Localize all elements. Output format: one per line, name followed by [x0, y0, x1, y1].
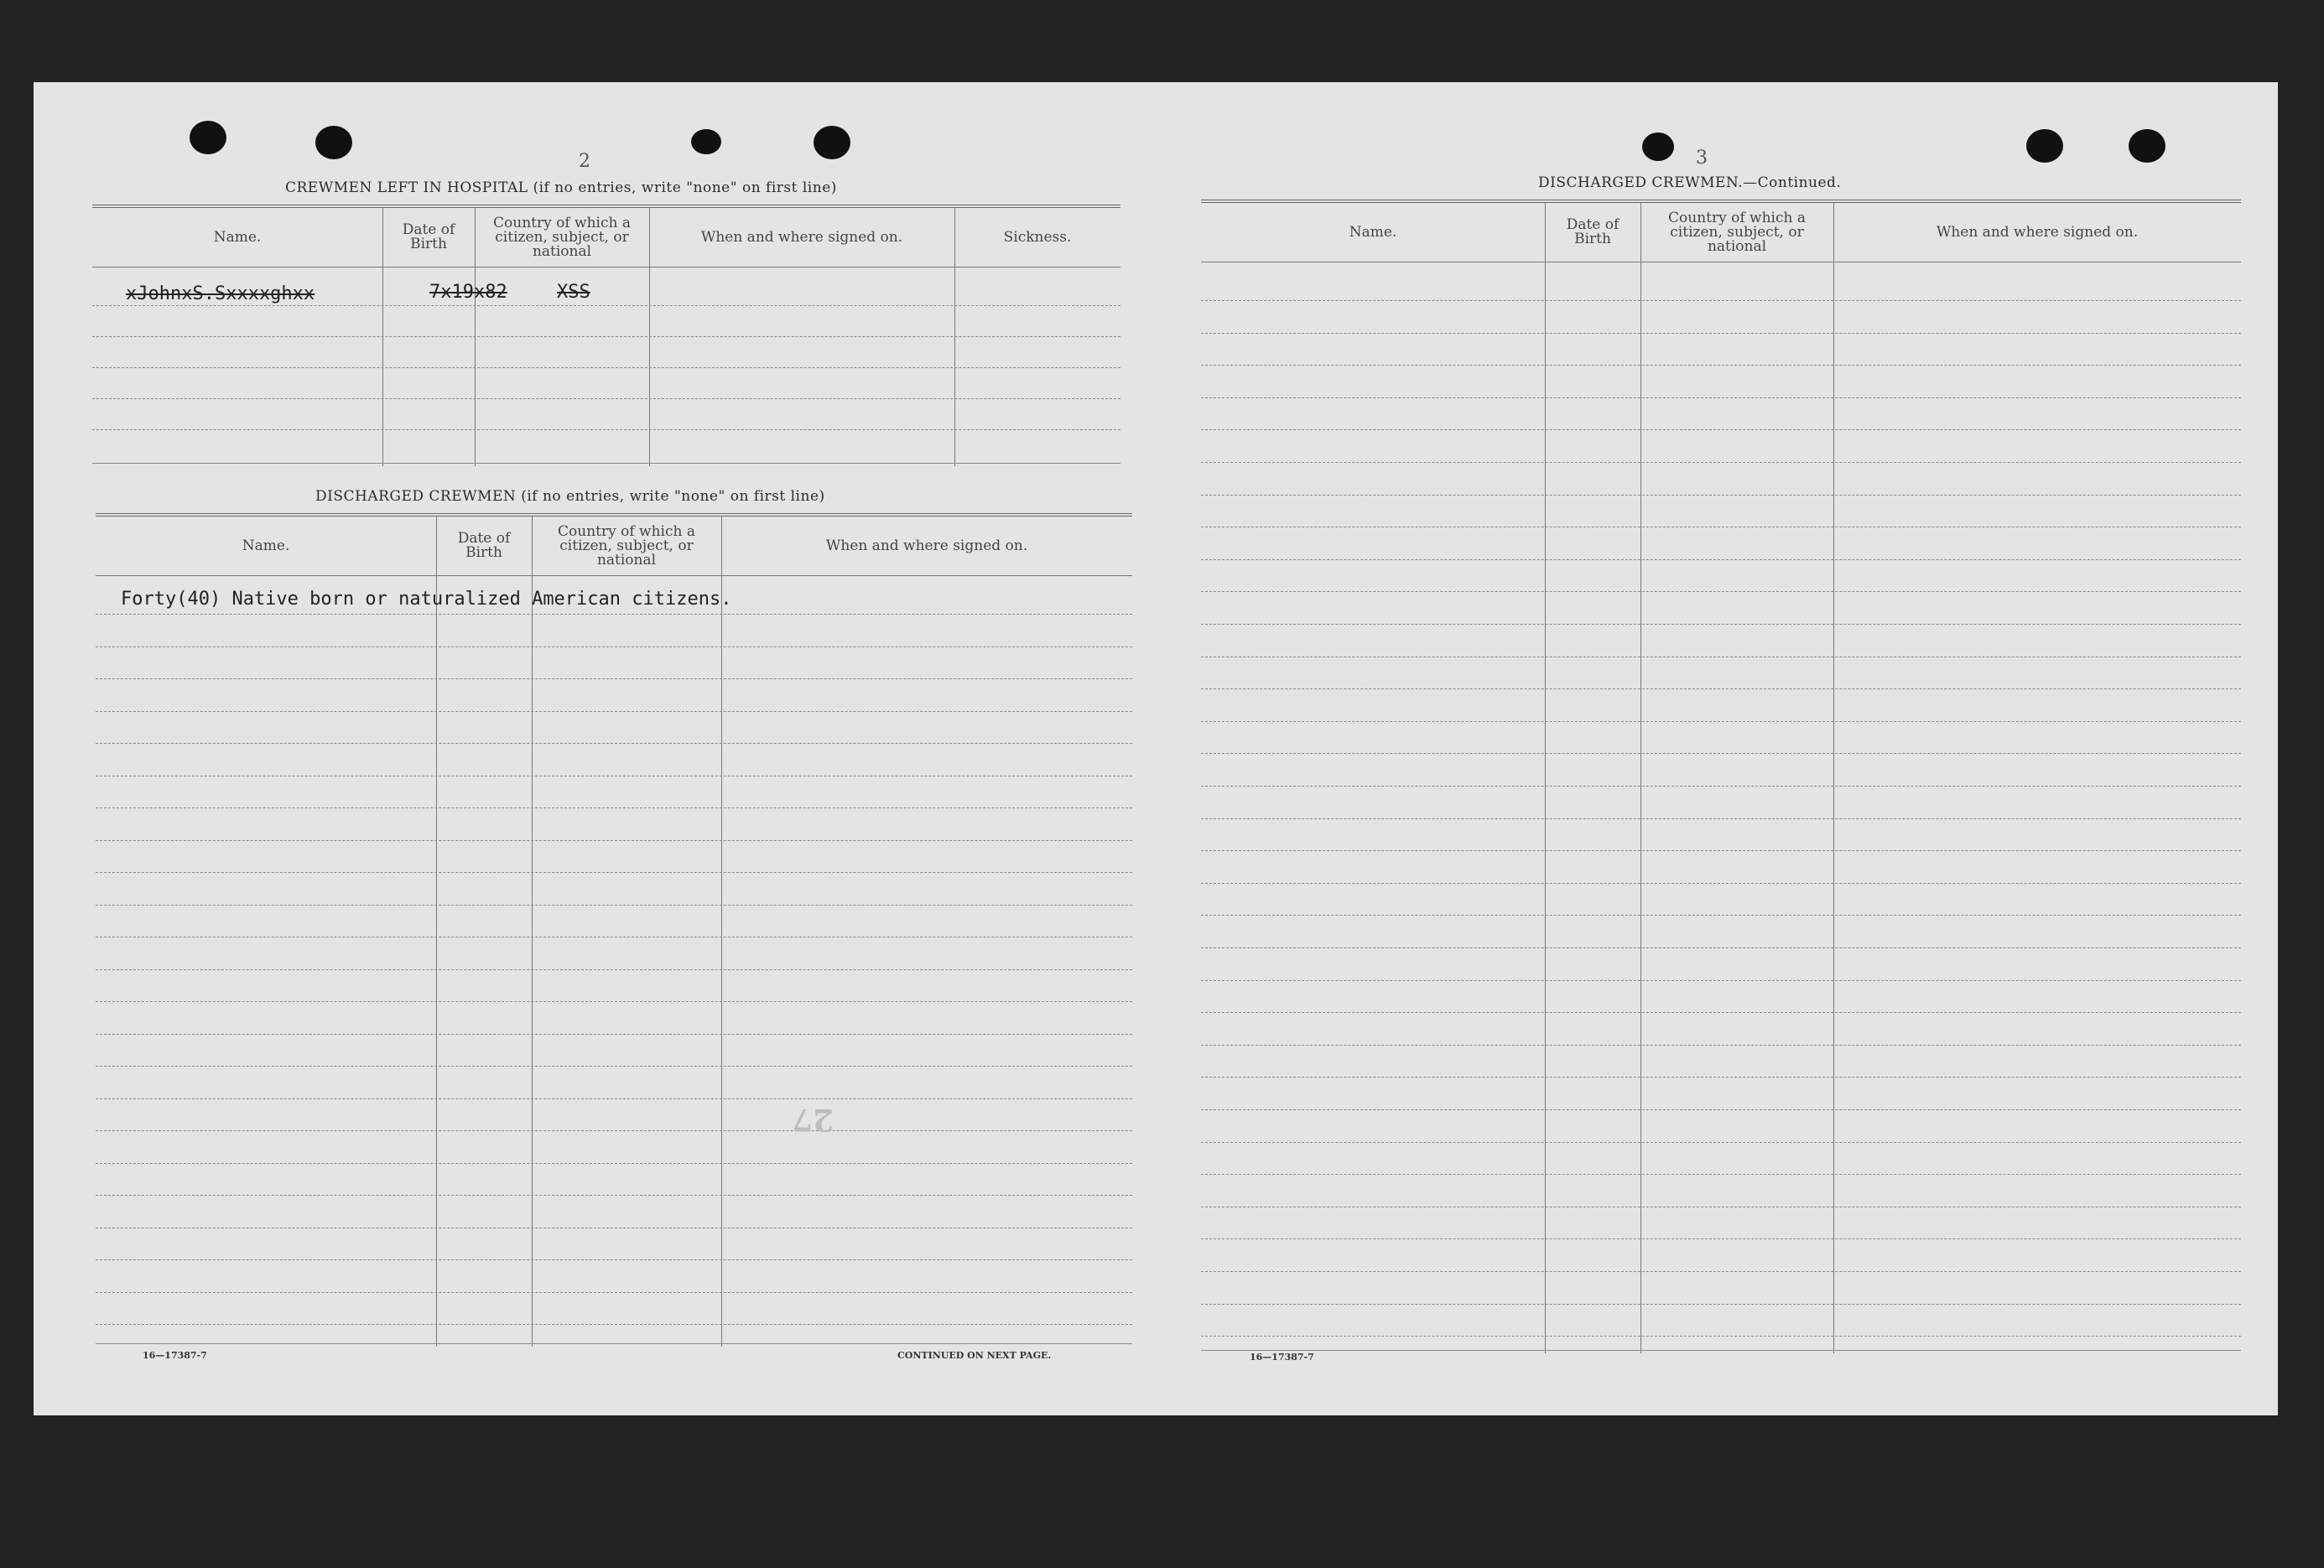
row-line	[96, 646, 1132, 647]
row-line	[1201, 850, 2241, 851]
punch-hole	[691, 129, 721, 154]
row-line	[1201, 915, 2241, 916]
col-header-sickness: Sickness.	[1003, 228, 1072, 246]
row-line	[96, 1130, 1132, 1131]
col-header-name: Name.	[213, 228, 262, 246]
row-line	[1201, 980, 2241, 981]
column-divider	[954, 208, 955, 466]
col-header-dob: Date of Birth	[402, 221, 455, 252]
column-divider	[649, 208, 650, 466]
row-line	[96, 872, 1132, 873]
col-header-signed: When and where signed on.	[1936, 223, 2139, 241]
row-line	[96, 1163, 1132, 1164]
row-line	[96, 1066, 1132, 1067]
row-line	[1201, 1336, 2241, 1337]
punch-hole	[190, 121, 226, 154]
col-header-dob: Date of Birth	[1566, 216, 1620, 247]
column-divider	[721, 517, 722, 1347]
row-line	[92, 336, 1120, 337]
column-divider	[475, 208, 476, 466]
row-line	[1201, 559, 2241, 560]
row-line	[1201, 1271, 2241, 1272]
row-line	[96, 743, 1132, 744]
column-divider	[436, 517, 437, 1347]
row-line	[1201, 462, 2241, 463]
row-line	[1201, 753, 2241, 754]
col-header-signed: When and where signed on.	[825, 537, 1028, 554]
row-line	[1201, 1045, 2241, 1046]
punch-hole	[814, 126, 850, 159]
row-line	[96, 807, 1132, 808]
row-line	[96, 1098, 1132, 1099]
hospital-section-title	[285, 179, 837, 196]
row-line	[96, 1259, 1132, 1260]
row-line	[1201, 1304, 2241, 1305]
discharged-entry: Forty(40) Native born or naturalized American citizens.	[121, 589, 732, 610]
row-line	[92, 367, 1120, 368]
row-line	[1201, 365, 2241, 366]
col-header-country: Country of which a citizen, subject, or national	[1668, 209, 1806, 255]
discharged-title-text: DISCHARGED CREWMEN	[315, 488, 517, 505]
hospital-table-header	[92, 208, 1120, 267]
row-line	[1201, 333, 2241, 334]
col-header-name: Name.	[1349, 223, 1397, 241]
hospital-note: (if no entries, write "none" on first line)	[533, 179, 837, 196]
col-header-signed: When and where signed on.	[700, 228, 903, 246]
punch-hole	[2129, 129, 2165, 163]
discharged-section-title	[315, 488, 825, 505]
discharged-table-header	[96, 517, 1132, 576]
row-line	[96, 1343, 1132, 1344]
row-line	[1201, 1350, 2241, 1351]
row-line	[1201, 1174, 2241, 1175]
row-line	[96, 1195, 1132, 1196]
stamp-mark: 27	[792, 1102, 834, 1137]
page-number-left: 2	[579, 151, 590, 172]
col-header-dob: Date of Birth	[457, 530, 511, 561]
punch-hole	[315, 126, 352, 159]
hospital-entry-dob: 7x19x82	[429, 282, 507, 303]
row-line	[96, 711, 1132, 712]
col-header-country: Country of which a citizen, subject, or national	[558, 522, 695, 569]
row-line	[92, 429, 1120, 430]
discharged-continued-header	[1201, 203, 2241, 262]
row-line	[1201, 786, 2241, 787]
row-line	[96, 1034, 1132, 1035]
column-divider	[1545, 203, 1546, 1353]
form-number-left: 16—17387-7	[143, 1350, 207, 1361]
hospital-table	[92, 205, 1120, 466]
row-line	[96, 678, 1132, 679]
row-line	[96, 1324, 1132, 1325]
row-line	[96, 905, 1132, 906]
column-divider	[382, 208, 383, 466]
row-line	[92, 305, 1120, 306]
row-line	[1201, 688, 2241, 689]
row-line	[1201, 591, 2241, 592]
col-header-name: Name.	[242, 537, 290, 554]
row-line	[96, 840, 1132, 841]
row-line	[1201, 495, 2241, 496]
row-line	[96, 969, 1132, 970]
col-header-country: Country of which a citizen, subject, or national	[493, 214, 631, 260]
row-line	[1201, 721, 2241, 722]
row-line	[1201, 429, 2241, 430]
discharged-table	[96, 513, 1132, 1347]
document-sheet	[34, 82, 2278, 1415]
column-divider	[532, 517, 533, 1347]
punch-hole	[1642, 132, 1674, 161]
row-line	[1201, 1142, 2241, 1143]
discharged-note: (if no entries, write "none" on first line)	[521, 488, 825, 505]
hospital-entry-country: XSS	[557, 282, 590, 303]
continued-suffix: —Continued.	[1743, 174, 1842, 191]
page-number-right: 3	[1696, 148, 1708, 169]
column-divider	[1833, 203, 1834, 1353]
column-divider	[1640, 203, 1641, 1353]
discharged-continued-table	[1201, 200, 2241, 1353]
row-line	[1201, 624, 2241, 625]
row-line	[96, 1001, 1132, 1002]
punch-hole	[2026, 129, 2063, 163]
row-line	[96, 1292, 1132, 1293]
row-line	[1201, 1012, 2241, 1013]
row-line	[92, 398, 1120, 399]
continued-note: CONTINUED ON NEXT PAGE.	[897, 1350, 1052, 1361]
row-line	[1201, 300, 2241, 301]
row-line	[1201, 818, 2241, 819]
row-line	[92, 463, 1120, 464]
form-number-right: 16—17387-7	[1250, 1352, 1314, 1363]
row-line	[1201, 397, 2241, 398]
row-line	[96, 614, 1132, 615]
hospital-entry-name: xJohnxS.Sxxxxghxx	[126, 283, 315, 304]
hospital-title-text: CREWMEN LEFT IN HOSPITAL	[285, 179, 528, 196]
row-line	[1201, 883, 2241, 884]
row-line	[1201, 1238, 2241, 1239]
row-line	[1201, 1109, 2241, 1110]
discharged-continued-title	[1538, 174, 1841, 191]
discharged-continued-text: DISCHARGED CREWMEN.	[1538, 174, 1744, 191]
